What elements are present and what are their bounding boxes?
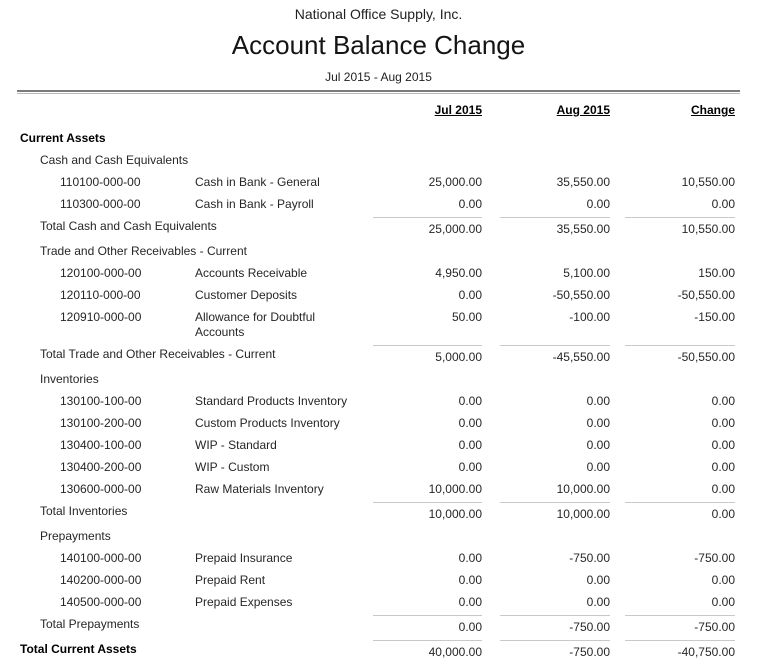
column-header-row <box>0 103 757 127</box>
value-chg: 0.00 <box>711 481 735 496</box>
value-chg: -50,550.00 <box>677 287 735 302</box>
value-aug: 10,000.00 <box>500 502 610 522</box>
value-jul: 0.00 <box>458 594 482 609</box>
account-row <box>0 456 757 478</box>
value-jul: 0.00 <box>373 615 482 635</box>
value-aug: 35,550.00 <box>500 217 610 237</box>
value-chg: -40,750.00 <box>625 640 735 660</box>
account-row <box>0 306 757 343</box>
group-row <box>0 525 757 547</box>
value-aug: 0.00 <box>586 459 610 474</box>
value-chg: 10,550.00 <box>681 174 735 189</box>
account-code: 130100-100-00 <box>60 393 142 408</box>
total-row <box>0 215 757 240</box>
value-jul: 0.00 <box>458 437 482 452</box>
divider-line-light <box>17 93 740 94</box>
value-jul: 10,000.00 <box>428 481 482 496</box>
value-jul: 0.00 <box>458 287 482 302</box>
account-name: WIP - Standard <box>195 437 277 452</box>
account-name: Raw Materials Inventory <box>195 481 324 496</box>
company-name: National Office Supply, Inc. <box>294 6 463 22</box>
account-code: 110100-000-00 <box>60 174 141 189</box>
value-chg: -50,550.00 <box>625 345 735 365</box>
value-jul: 0.00 <box>458 550 482 565</box>
account-code: 130400-100-00 <box>60 437 142 452</box>
value-jul: 25,000.00 <box>373 217 482 237</box>
value-chg: 0.00 <box>625 502 735 522</box>
value-jul: 4,950.00 <box>435 265 482 280</box>
account-name: Customer Deposits <box>195 287 298 302</box>
total-row <box>0 500 757 525</box>
account-name: Allowance for Doubtful Accounts <box>195 309 316 339</box>
value-chg: 10,550.00 <box>625 217 735 237</box>
account-name: Custom Products Inventory <box>195 415 340 430</box>
value-chg: 0.00 <box>711 196 735 211</box>
value-aug: 0.00 <box>586 393 610 408</box>
account-code: 120910-000-00 <box>60 309 142 324</box>
account-name: Accounts Receivable <box>195 265 308 280</box>
group-row <box>0 240 757 262</box>
account-row <box>0 569 757 591</box>
value-jul: 0.00 <box>458 415 482 430</box>
account-code: 140500-000-00 <box>60 594 142 609</box>
divider-line-dark <box>17 90 740 92</box>
report-title: Account Balance Change <box>231 30 526 60</box>
account-name: Prepaid Expenses <box>195 594 293 609</box>
account-name: Cash in Bank - Payroll <box>195 196 314 211</box>
account-code: 130100-200-00 <box>60 415 142 430</box>
column-header-jul-2015[interactable]: Jul 2015 <box>434 103 482 117</box>
value-jul: 50.00 <box>451 309 482 324</box>
group-row <box>0 368 757 390</box>
account-code: 140100-000-00 <box>60 550 142 565</box>
account-name: WIP - Custom <box>195 459 270 474</box>
value-jul: 0.00 <box>458 393 482 408</box>
value-aug: -750.00 <box>500 640 610 660</box>
group-row <box>0 127 757 149</box>
account-row <box>0 547 757 569</box>
value-jul: 0.00 <box>458 572 482 587</box>
account-name: Prepaid Rent <box>195 572 266 587</box>
value-aug: 35,550.00 <box>556 174 610 189</box>
value-aug: -100.00 <box>569 309 610 324</box>
account-balance-table <box>0 103 757 663</box>
account-row <box>0 478 757 500</box>
value-jul: 25,000.00 <box>428 174 482 189</box>
value-chg: 150.00 <box>698 265 735 280</box>
value-chg: 0.00 <box>711 459 735 474</box>
value-aug: 5,100.00 <box>563 265 610 280</box>
account-code: 130400-200-00 <box>60 459 142 474</box>
value-chg: 0.00 <box>711 415 735 430</box>
group-label: Current Assets <box>20 130 106 145</box>
grandtotal-row <box>0 638 757 663</box>
account-row <box>0 193 757 215</box>
total-label: Total Inventories <box>40 503 128 518</box>
value-aug: 0.00 <box>586 415 610 430</box>
account-row <box>0 284 757 306</box>
account-row <box>0 262 757 284</box>
value-aug: 0.00 <box>586 437 610 452</box>
column-header-change[interactable]: Change <box>690 103 735 117</box>
column-header-aug-2015[interactable]: Aug 2015 <box>556 103 610 117</box>
value-jul: 10,000.00 <box>373 502 482 522</box>
value-chg: 0.00 <box>711 437 735 452</box>
value-aug: 0.00 <box>586 572 610 587</box>
account-code: 140200-000-00 <box>60 572 142 587</box>
account-name: Standard Products Inventory <box>195 393 348 408</box>
value-aug: -50,550.00 <box>552 287 610 302</box>
value-chg: -750.00 <box>694 550 735 565</box>
account-code: 120100-000-00 <box>60 265 142 280</box>
value-jul: 5,000.00 <box>373 345 482 365</box>
account-row <box>0 591 757 613</box>
total-row <box>0 613 757 638</box>
account-row <box>0 390 757 412</box>
total-label: Total Prepayments <box>40 616 140 631</box>
value-aug: -750.00 <box>569 550 610 565</box>
group-label: Inventories <box>40 371 99 386</box>
account-name: Prepaid Insurance <box>195 550 293 565</box>
account-code: 120110-000-00 <box>60 287 141 302</box>
group-label: Trade and Other Receivables - Current <box>40 243 247 258</box>
total-label: Total Cash and Cash Equivalents <box>40 218 217 233</box>
value-chg: 0.00 <box>711 594 735 609</box>
group-label: Prepayments <box>40 528 111 543</box>
value-chg: 0.00 <box>711 572 735 587</box>
grandtotal-label: Total Current Assets <box>20 641 137 656</box>
value-aug: -750.00 <box>500 615 610 635</box>
value-jul: 40,000.00 <box>373 640 482 660</box>
header-divider <box>17 90 740 94</box>
report-header <box>0 0 757 86</box>
group-row <box>0 149 757 171</box>
value-chg: 0.00 <box>711 393 735 408</box>
account-name: Cash in Bank - General <box>195 174 320 189</box>
account-row <box>0 412 757 434</box>
total-row <box>0 343 757 368</box>
total-label: Total Trade and Other Receivables - Current <box>40 346 276 361</box>
value-jul: 0.00 <box>458 459 482 474</box>
value-aug: 0.00 <box>586 594 610 609</box>
account-row <box>0 434 757 456</box>
account-row <box>0 171 757 193</box>
account-code: 110300-000-00 <box>60 196 141 211</box>
value-chg: -150.00 <box>694 309 735 324</box>
value-jul: 0.00 <box>458 196 482 211</box>
value-aug: 10,000.00 <box>556 481 610 496</box>
value-aug: 0.00 <box>586 196 610 211</box>
group-label: Cash and Cash Equivalents <box>40 152 189 167</box>
report-period: Jul 2015 - Aug 2015 <box>325 70 432 84</box>
table-rows <box>0 127 757 663</box>
value-aug: -45,550.00 <box>500 345 610 365</box>
value-chg: -750.00 <box>625 615 735 635</box>
account-code: 130600-000-00 <box>60 481 142 496</box>
